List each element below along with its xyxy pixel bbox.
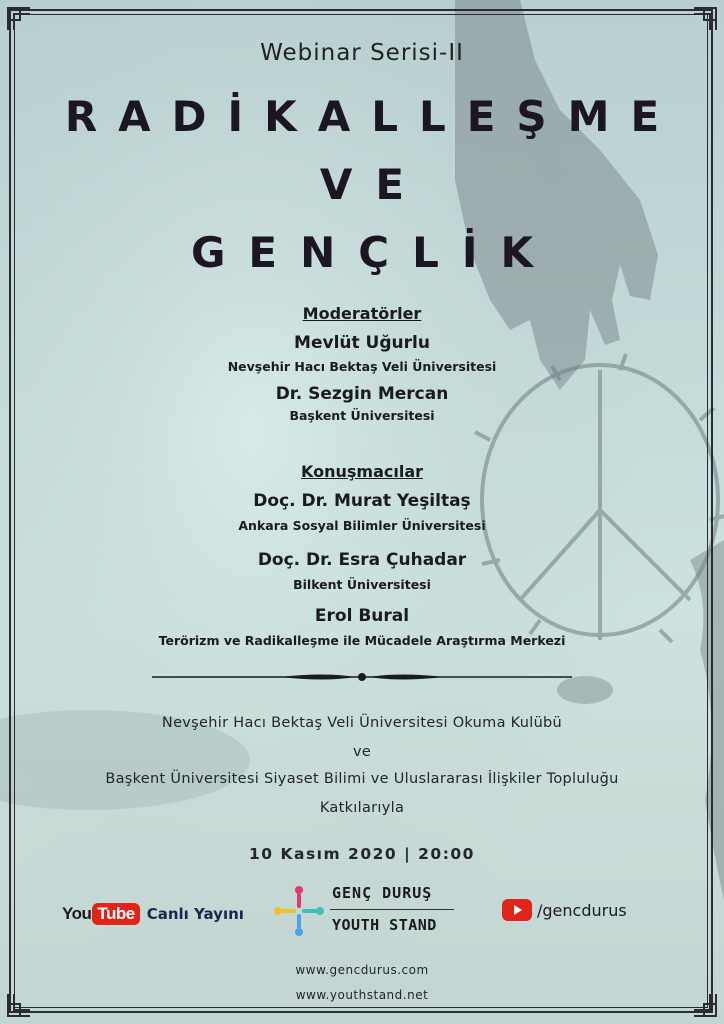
youtube-live-label[interactable] — [62, 899, 244, 929]
youtube-play-icon — [502, 899, 532, 921]
website-link[interactable]: www.youthstand.net — [295, 988, 429, 1002]
logo-text-english: YOUTH STAND — [332, 916, 437, 934]
title-line-3: GENÇLİK — [190, 228, 557, 277]
contributor-line-3: Başkent Üniversitesi Siyaset Bilimi ve Uluslararası İlişkiler Topluluğu — [105, 771, 619, 787]
website-link[interactable]: www.gencdurus.com — [295, 963, 429, 977]
speaker-affiliation: Terörizm ve Radikalleşme ile Mücadele Araştırma Merkezi — [158, 633, 566, 648]
genc-durus-logo — [270, 882, 460, 942]
moderator-affiliation: Başkent Üniversitesi — [289, 408, 435, 423]
live-broadcast-text: Canlı Yayını — [146, 905, 244, 923]
event-date-time: 10 Kasım 2020 | 20:00 — [249, 845, 475, 863]
contributor-line-2: ve — [352, 744, 372, 760]
logo-divider — [330, 909, 454, 910]
moderator-affiliation: Nevşehir Hacı Bektaş Veli Üniversitesi — [227, 359, 497, 374]
corner-ornament-top-left — [6, 6, 32, 32]
youtube-logo-text: You — [62, 904, 92, 923]
title-line-2: VE — [319, 160, 428, 209]
moderator-name: Mevlüt Uğurlu — [294, 333, 430, 353]
youtube-channel-handle: /gencdurus — [537, 900, 627, 920]
people-circle-icon — [270, 882, 328, 940]
youtube-logo-box: Tube — [92, 903, 139, 925]
moderators-heading: Moderatörler — [302, 304, 422, 323]
youtube-channel-link[interactable] — [502, 899, 627, 921]
corner-ornament-top-right — [692, 6, 718, 32]
logo-text-turkish: GENÇ DURUŞ — [332, 884, 433, 902]
contributor-line-1: Nevşehir Hacı Bektaş Veli Üniversitesi Okuma Kulübü — [161, 715, 563, 731]
ornamental-divider — [150, 668, 574, 686]
speaker-name: Doç. Dr. Murat Yeşiltaş — [253, 491, 471, 511]
speaker-affiliation: Bilkent Üniversitesi — [293, 577, 431, 592]
speakers-heading: Konuşmacılar — [300, 462, 424, 481]
series-title: Webinar Serisi-II — [260, 40, 464, 66]
contributor-line-4: Katkılarıyla — [319, 800, 405, 816]
title-line-1: RADİKALLEŞME — [64, 92, 681, 141]
speaker-name: Doç. Dr. Esra Çuhadar — [257, 550, 467, 570]
moderator-name: Dr. Sezgin Mercan — [275, 384, 449, 404]
speaker-name: Erol Bural — [314, 606, 410, 626]
speaker-affiliation: Ankara Sosyal Bilimler Üniversitesi — [238, 518, 486, 533]
